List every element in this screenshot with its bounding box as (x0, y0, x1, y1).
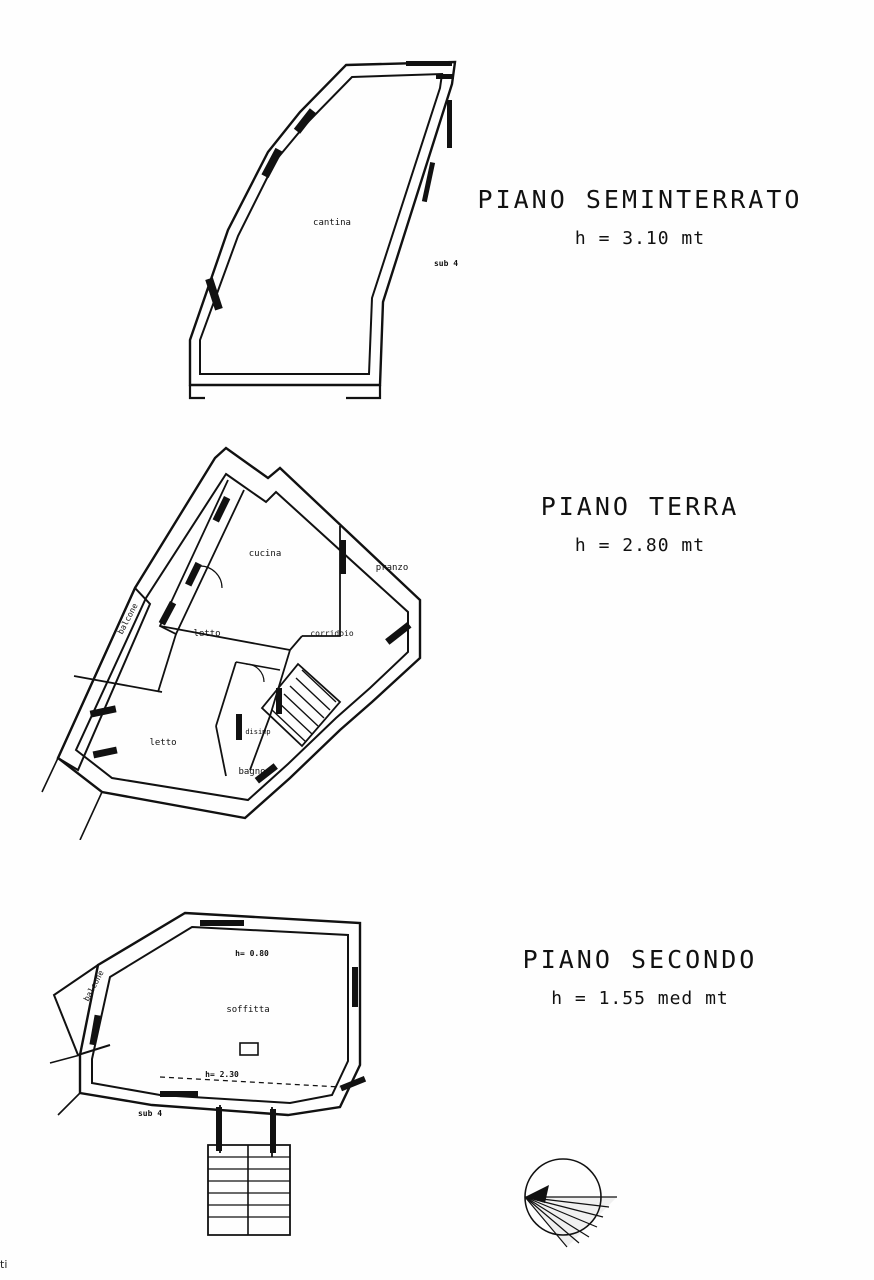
second-floor-plan (40, 895, 420, 1255)
room-label-cucina: cucina (248, 549, 282, 559)
room-label-cantina: cantina (313, 218, 351, 228)
ground-floor-plan (40, 440, 460, 840)
basement-title: PIANO SEMINTERRATO (477, 185, 803, 214)
annotation-balcone-ground: balcone (115, 601, 140, 636)
annotation-h230: h= 2.30 (205, 1070, 239, 1079)
north-compass-rose (505, 1145, 625, 1255)
room-label-letto-1: letto (193, 629, 221, 639)
room-label-letto-2: letto (149, 738, 177, 748)
basement-height: h = 3.10 mt (574, 228, 706, 249)
second-label-block (430, 945, 850, 1009)
basement-label-block (430, 185, 850, 249)
annotation-balcone-second: balcone (81, 968, 106, 1003)
annotation-sub4-second: sub 4 (137, 1109, 163, 1118)
room-label-soffitta: soffitta (226, 1005, 270, 1015)
room-label-pranzo: pranzo (375, 563, 409, 573)
room-label-bagno: bagno (238, 767, 266, 777)
ground-title: PIANO TERRA (540, 492, 740, 521)
annotation-sub4-basement: sub 4 (433, 259, 459, 268)
corner-note: ti (0, 1258, 8, 1271)
annotation-h080: h= 0.80 (235, 949, 269, 958)
room-label-corridoio: corridoio (310, 629, 354, 638)
second-height: h = 1.55 med mt (551, 988, 729, 1009)
second-title: PIANO SECONDO (522, 945, 758, 974)
ground-height: h = 2.80 mt (574, 535, 706, 556)
ground-label-block (430, 492, 850, 556)
room-label-disimp: disimp (245, 728, 271, 736)
